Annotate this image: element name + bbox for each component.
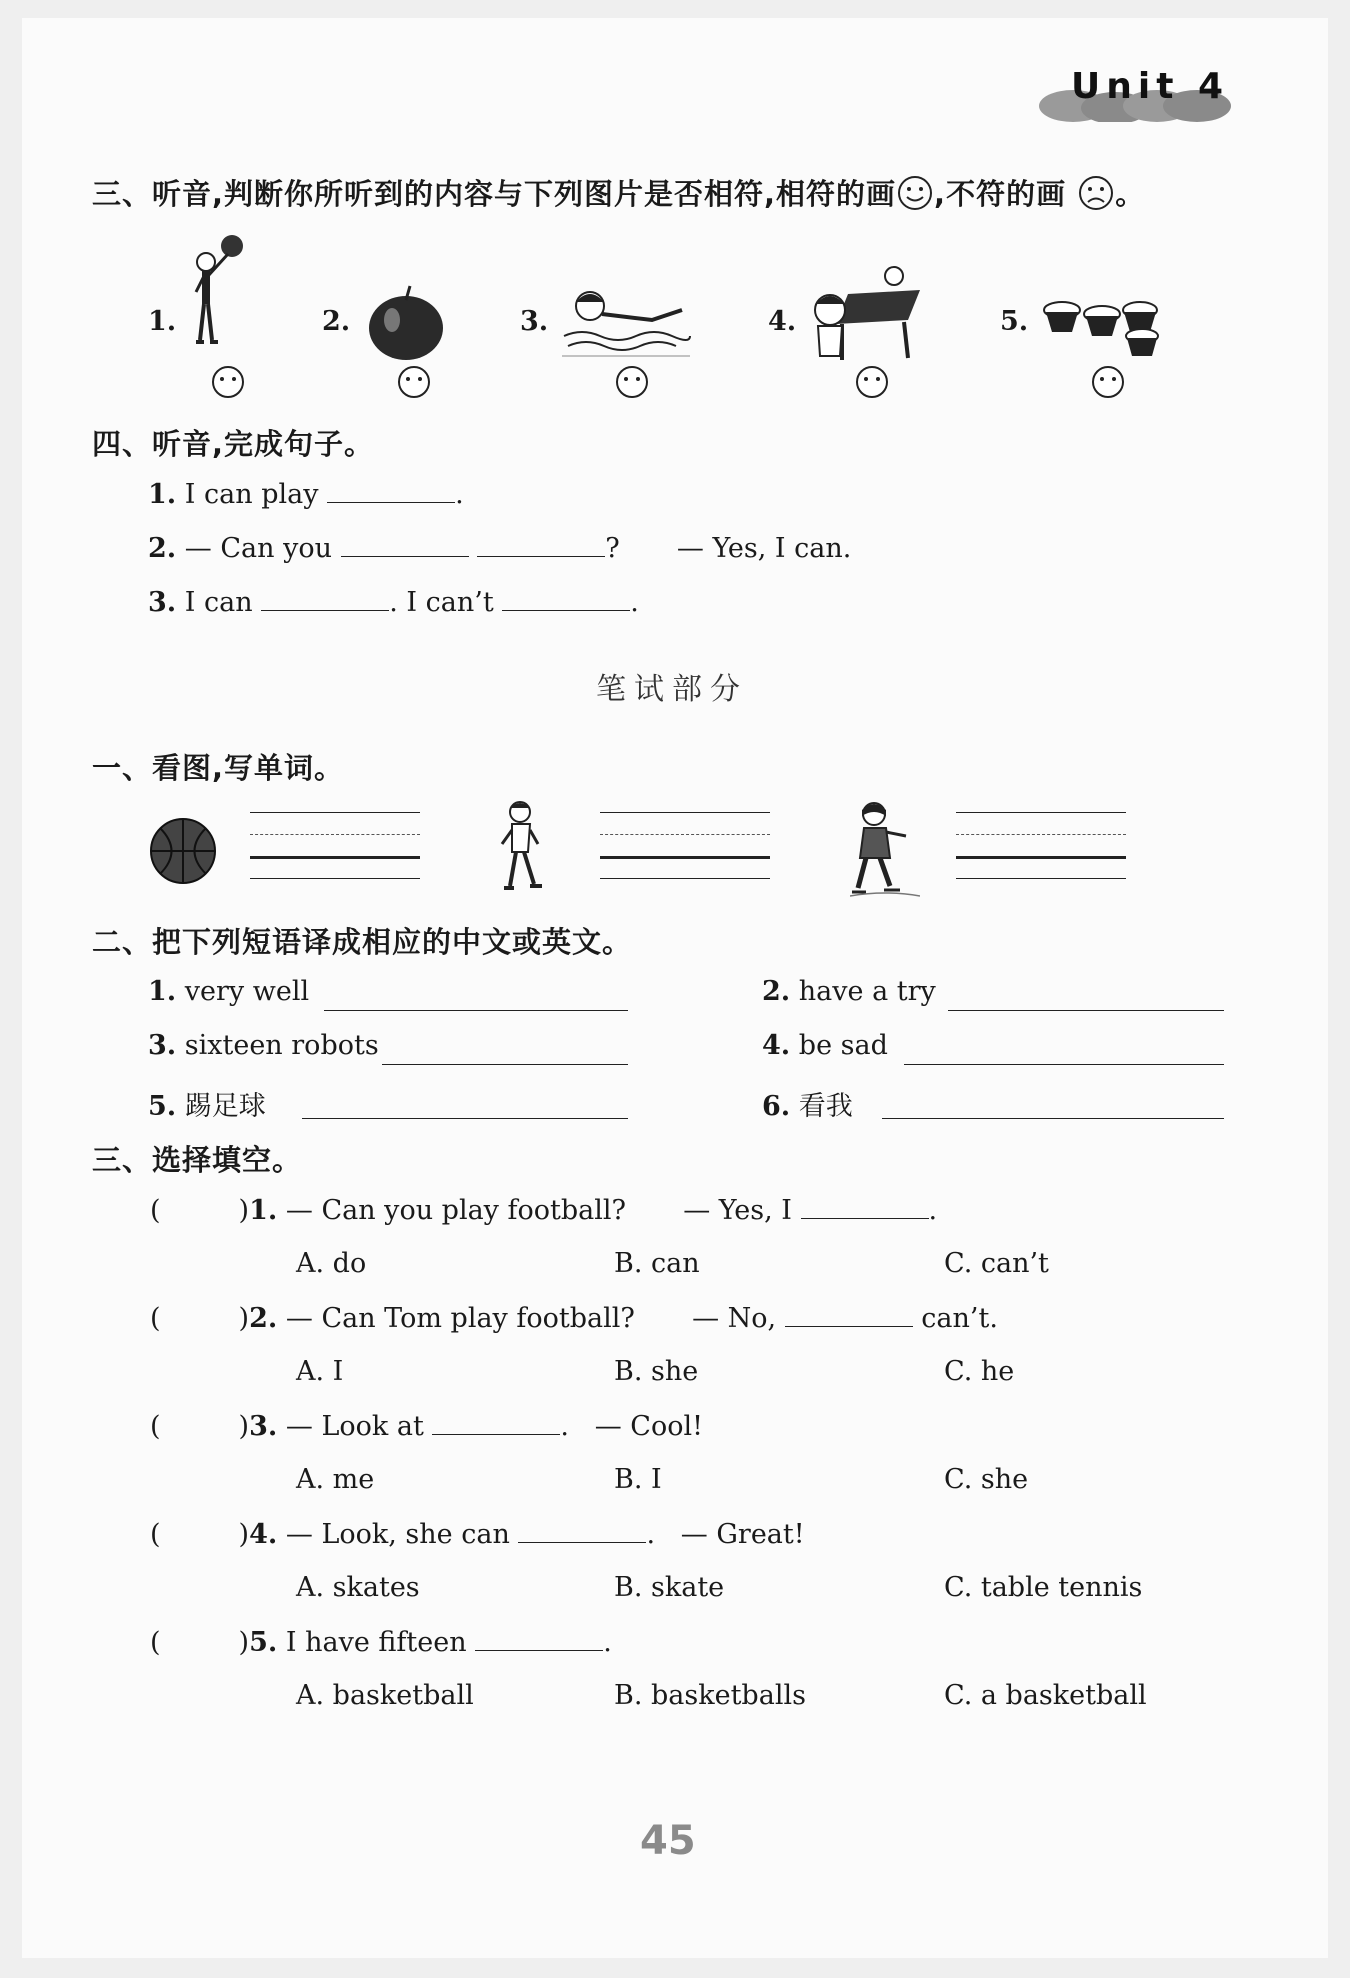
option-a[interactable]: A. skates	[296, 1572, 420, 1603]
choice-question: ( )1. — Can you play football? — Yes, I .	[150, 1195, 938, 1226]
answer-blank[interactable]	[518, 1518, 646, 1543]
answer-face-icon[interactable]	[854, 364, 890, 400]
answer-blank[interactable]	[785, 1302, 913, 1327]
option-c[interactable]: C. table tennis	[944, 1572, 1143, 1603]
option-a[interactable]: A. do	[296, 1248, 367, 1279]
basketball-icon	[148, 816, 218, 886]
table-tennis-icon	[808, 264, 924, 364]
picture-number: 3.	[520, 306, 549, 337]
translation-blank[interactable]	[382, 1064, 628, 1065]
sentence-1: 1. I can play .	[148, 479, 464, 510]
answer-blank[interactable]	[502, 586, 630, 611]
unit-badge	[1035, 62, 1235, 122]
answer-blank[interactable]	[327, 478, 455, 503]
translation-blank[interactable]	[324, 1010, 628, 1011]
word-writing-lines[interactable]	[956, 812, 1126, 884]
option-b[interactable]: B. skate	[614, 1572, 725, 1603]
phrase-item: 4. be sad	[762, 1030, 888, 1061]
answer-blank[interactable]	[477, 532, 605, 557]
answer-blank[interactable]	[432, 1410, 560, 1435]
picture-number: 1.	[148, 306, 177, 337]
option-a[interactable]: A. me	[296, 1464, 375, 1495]
option-b[interactable]: B. I	[614, 1464, 662, 1495]
phrase-item: 5. 踢足球	[148, 1091, 266, 1122]
sad-face-icon	[1077, 174, 1115, 212]
written-part-title: 笔试部分	[596, 672, 748, 707]
page-number: 45	[640, 1818, 696, 1864]
phrase-item: 2. have a try	[762, 976, 936, 1007]
answer-blank[interactable]	[475, 1626, 603, 1651]
answer-face-icon[interactable]	[614, 364, 650, 400]
option-c[interactable]: C. he	[944, 1356, 1015, 1387]
answer-face-icon[interactable]	[396, 364, 432, 400]
skating-girl-icon	[850, 800, 920, 900]
picture-number: 4.	[768, 306, 797, 337]
option-c[interactable]: C. she	[944, 1464, 1029, 1495]
sentence-2: 2. — Can you ? — Yes, I can.	[148, 533, 852, 564]
translation-blank[interactable]	[302, 1118, 628, 1119]
picture-number: 2.	[322, 306, 351, 337]
option-c[interactable]: C. a basketball	[944, 1680, 1147, 1711]
option-a[interactable]: A. I	[296, 1356, 344, 1387]
boy-basketball-icon	[186, 232, 246, 352]
apple-icon	[364, 282, 448, 362]
smile-face-icon	[896, 174, 934, 212]
listening4-heading: 四、听音,完成句子。	[92, 427, 375, 461]
option-a[interactable]: A. basketball	[296, 1680, 474, 1711]
choice-question: ( )5. I have fifteen .	[150, 1627, 612, 1658]
picture-number: 5.	[1000, 306, 1029, 337]
answer-blank[interactable]	[801, 1194, 929, 1219]
word-writing-lines[interactable]	[600, 812, 770, 884]
phrase-item: 6. 看我	[762, 1091, 853, 1122]
choice-question: ( )3. — Look at . — Cool!	[150, 1411, 703, 1442]
part1-heading: 一、看图,写单词。	[92, 751, 345, 785]
translation-blank[interactable]	[904, 1064, 1224, 1065]
translation-blank[interactable]	[882, 1118, 1224, 1119]
answer-face-icon[interactable]	[210, 364, 246, 400]
word-writing-lines[interactable]	[250, 812, 420, 884]
cakes-icon	[1040, 296, 1160, 360]
listening3-heading: 三、听音,判断你所听到的内容与下列图片是否相符,相符的画 ,不符的画 。	[92, 172, 1145, 213]
sentence-3: 3. I can . I can’t .	[148, 587, 639, 618]
option-b[interactable]: B. can	[614, 1248, 700, 1279]
running-boy-icon	[498, 800, 548, 896]
choice-question: ( )2. — Can Tom play football? — No, can’t.	[150, 1303, 998, 1334]
choice-question: ( )4. — Look, she can . — Great!	[150, 1519, 805, 1550]
answer-face-icon[interactable]	[1090, 364, 1126, 400]
option-c[interactable]: C. can’t	[944, 1248, 1049, 1279]
phrase-item: 3. sixteen robots	[148, 1030, 379, 1061]
part3-heading: 三、选择填空。	[92, 1143, 303, 1177]
unit-label: Unit 4	[1071, 66, 1229, 107]
answer-blank[interactable]	[261, 586, 389, 611]
swimming-girl-icon	[562, 284, 692, 360]
translation-blank[interactable]	[948, 1010, 1224, 1011]
option-b[interactable]: B. basketballs	[614, 1680, 806, 1711]
option-b[interactable]: B. she	[614, 1356, 699, 1387]
phrase-item: 1. very well	[148, 976, 310, 1007]
part2-heading: 二、把下列短语译成相应的中文或英文。	[92, 925, 633, 959]
answer-blank[interactable]	[341, 532, 469, 557]
